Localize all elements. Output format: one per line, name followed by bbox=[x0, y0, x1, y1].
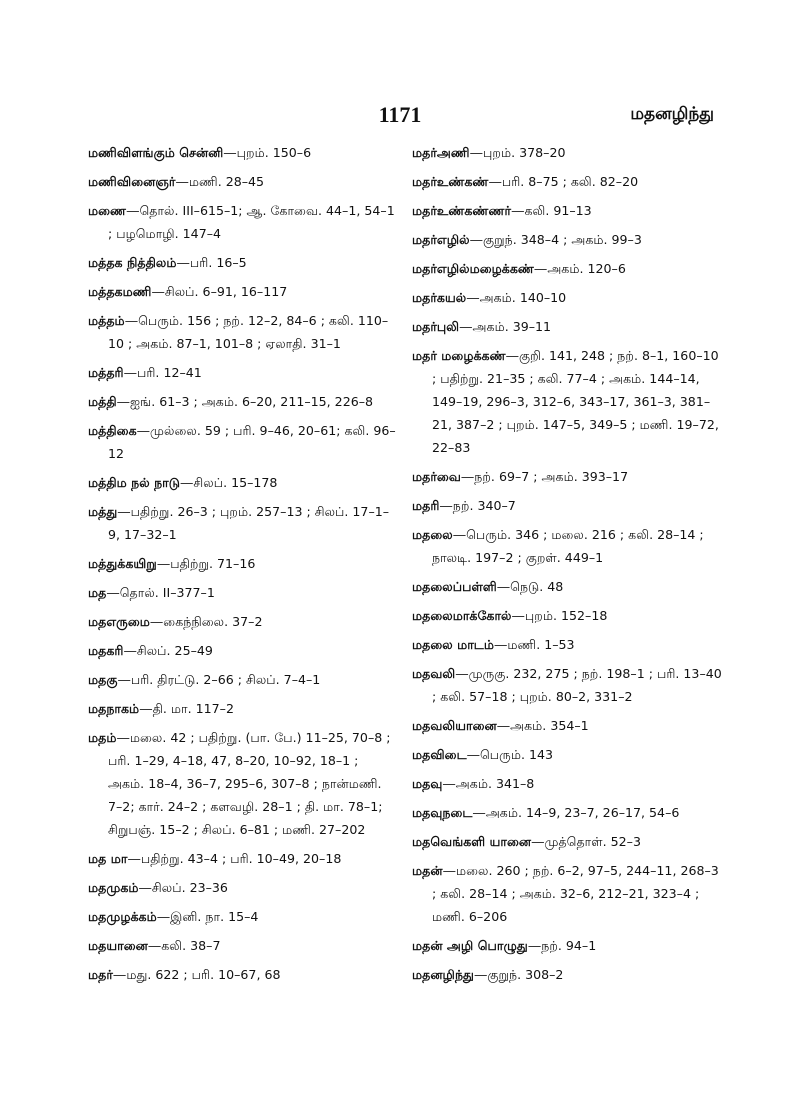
entry-dash: — bbox=[139, 702, 153, 717]
index-entry bbox=[412, 200, 722, 223]
entry-references: முருகு. 232, 275 ; நற். 198–1 ; பரி. 13–40 ; கலி. 57–18 ; புறம். 80–2, 331–2 bbox=[432, 666, 722, 704]
entry-references: சிலப். 25–49 bbox=[136, 643, 213, 658]
index-entry bbox=[88, 553, 398, 576]
entry-headword: மத்திகை bbox=[88, 423, 137, 438]
entry-references: பெரும். 156 ; நற். 12–2, 84–6 ; கலி. 110–10 ; அகம். 87–1, 101–8 ; ஏலாதி. 31–1 bbox=[108, 313, 389, 351]
entry-headword: மத்துக்கயிறு bbox=[88, 556, 157, 571]
index-entry bbox=[88, 362, 398, 385]
entry-headword: மதலைப்பள்ளி bbox=[412, 579, 497, 594]
entry-references: பரி. 12–41 bbox=[137, 365, 202, 380]
entry-dash: — bbox=[117, 505, 131, 520]
entry-references: ஐங். 61–3 ; அகம். 6–20, 211–15, 226–8 bbox=[130, 394, 374, 409]
entry-references: குறுந். 348–4 ; அகம். 99–3 bbox=[483, 232, 642, 247]
index-entry bbox=[412, 935, 722, 958]
index-column-left bbox=[88, 142, 398, 993]
entry-dash: — bbox=[439, 499, 453, 514]
entry-headword: மதர்புலி bbox=[412, 319, 460, 334]
index-entry bbox=[88, 501, 398, 547]
index-entry bbox=[88, 582, 398, 605]
entry-dash: — bbox=[533, 262, 548, 277]
entry-references: பதிற்று. 71–16 bbox=[170, 556, 256, 571]
entry-headword: மத்தகமணி bbox=[88, 284, 152, 299]
entry-headword: மதன் bbox=[412, 863, 443, 878]
index-entry bbox=[412, 229, 722, 252]
entry-references: சிலப். 15–178 bbox=[193, 475, 278, 490]
entry-headword: மதஎருமை bbox=[88, 614, 150, 629]
index-entry bbox=[88, 171, 398, 194]
entry-dash: — bbox=[112, 968, 127, 983]
index-entry bbox=[88, 727, 398, 842]
entry-dash: — bbox=[469, 146, 484, 161]
entry-references: பதிற்று. 43–4 ; பரி. 10–49, 20–18 bbox=[140, 851, 342, 866]
index-entry bbox=[88, 669, 398, 692]
entry-dash: — bbox=[469, 233, 483, 248]
entry-references: பரி. திரட்டு. 2–66 ; சிலப். 7–4–1 bbox=[130, 672, 321, 687]
entry-dash: — bbox=[136, 424, 151, 439]
entry-headword: மணிவினைஞர் bbox=[88, 174, 176, 189]
entry-dash: — bbox=[123, 644, 137, 659]
entry-headword: மத்தரி bbox=[88, 365, 124, 380]
entry-dash: — bbox=[106, 586, 120, 601]
entry-references: முத்தொள். 52–3 bbox=[544, 834, 641, 849]
index-entry bbox=[412, 576, 722, 599]
entry-references: அகம். 341–8 bbox=[455, 776, 535, 791]
index-entry bbox=[88, 281, 398, 304]
entry-dash: — bbox=[442, 777, 456, 792]
index-entry bbox=[88, 252, 398, 275]
entry-headword: மதர்கயல் bbox=[412, 290, 467, 305]
entry-references: கலி. 38–7 bbox=[161, 938, 221, 953]
entry-headword: மத்து bbox=[88, 504, 118, 519]
entry-dash: — bbox=[459, 320, 473, 335]
entry-headword: மத்தி bbox=[88, 394, 117, 409]
entry-references: கலி. 91–13 bbox=[524, 203, 592, 218]
entry-headword: மதயானை bbox=[88, 938, 148, 953]
entry-references: குறுந். 308–2 bbox=[487, 967, 564, 982]
index-entry bbox=[412, 663, 722, 709]
index-column-right bbox=[412, 142, 722, 993]
index-entry bbox=[412, 495, 722, 518]
entry-references: அகம். 39–11 bbox=[472, 319, 552, 334]
index-entry bbox=[88, 906, 398, 929]
index-entry bbox=[412, 964, 722, 987]
entry-references: அகம். 354–1 bbox=[510, 718, 589, 733]
entry-headword: மதலை bbox=[412, 527, 453, 542]
entry-headword: மதகு bbox=[88, 672, 118, 687]
entry-headword: மதர்எழில் bbox=[412, 232, 470, 247]
index-entry bbox=[412, 287, 722, 310]
index-entry bbox=[88, 611, 398, 634]
entry-headword: மதலை மாடம் bbox=[412, 637, 494, 652]
entry-headword: மதவலி bbox=[412, 666, 456, 681]
entry-dash: — bbox=[116, 731, 130, 746]
entry-dash: — bbox=[123, 366, 137, 381]
entry-headword: மதமுகம் bbox=[88, 880, 139, 895]
entry-headword: மதர்உண்கண்ணர் bbox=[412, 203, 512, 218]
entry-references: புறம். 150–6 bbox=[236, 145, 312, 160]
entry-dash: — bbox=[488, 175, 502, 190]
index-entry bbox=[88, 877, 398, 900]
index-entry bbox=[88, 310, 398, 356]
entry-headword: மதரி bbox=[412, 498, 440, 513]
entry-headword: மதநாகம் bbox=[88, 701, 140, 716]
index-entry bbox=[412, 171, 722, 194]
entry-dash: — bbox=[151, 285, 165, 300]
entry-dash: — bbox=[156, 910, 171, 925]
index-entry bbox=[412, 345, 722, 460]
entry-dash: — bbox=[180, 476, 194, 491]
entry-dash: — bbox=[175, 175, 189, 190]
index-entry bbox=[412, 773, 722, 796]
entry-references: பரி. 16–5 bbox=[189, 255, 247, 270]
entry-headword: மத bbox=[88, 585, 107, 600]
entry-headword: மதர் bbox=[88, 967, 113, 982]
entry-headword: மதவலியானை bbox=[412, 718, 497, 733]
index-entry bbox=[412, 605, 722, 628]
index-entry bbox=[412, 466, 722, 489]
entry-headword: மதவெங்களி யானை bbox=[412, 834, 532, 849]
entry-headword: மணை bbox=[88, 203, 127, 218]
entry-references: பெரும். 346 ; மலை. 216 ; கலி. 28–14 ; நாலடி. 197–2 ; குறள். 449–1 bbox=[432, 527, 704, 565]
entry-dash: — bbox=[511, 204, 525, 219]
entry-dash: — bbox=[452, 528, 467, 543]
entry-headword: மதவிடை bbox=[412, 747, 467, 762]
entry-references: சிலப். 6–91, 16–117 bbox=[164, 284, 288, 299]
entry-headword: மதர்உண்கண் bbox=[412, 174, 489, 189]
entry-dash: — bbox=[473, 968, 488, 983]
entry-dash: — bbox=[531, 835, 545, 850]
entry-dash: — bbox=[147, 939, 162, 954]
index-entry bbox=[88, 142, 398, 165]
entry-headword: மத்தம் bbox=[88, 313, 125, 328]
entry-references: கைந்நிலை. 37–2 bbox=[163, 614, 263, 629]
entry-references: மலை. 260 ; நற். 6–2, 97–5, 244–11, 268–3 ; கலி. 28–14 ; அகம். 32–6, 212–21, 323–4 ; மணி. 6–206 bbox=[432, 863, 719, 924]
entry-references: இனி. நா. 15–4 bbox=[170, 909, 259, 924]
entry-dash: — bbox=[138, 881, 152, 896]
entry-references: புறம். 378–20 bbox=[483, 145, 566, 160]
entry-dash: — bbox=[493, 638, 508, 653]
entry-references: மது. 622 ; பரி. 10–67, 68 bbox=[126, 967, 281, 982]
entry-headword: மதலைமாக்கோல் bbox=[412, 608, 512, 623]
entry-references: சிலப். 23–36 bbox=[151, 880, 228, 895]
entry-references: நெடு. 48 bbox=[510, 579, 564, 594]
entry-references: தி. மா. 117–2 bbox=[152, 701, 234, 716]
page-number: 1171 bbox=[378, 102, 422, 127]
running-head: மதனழிந்து bbox=[630, 104, 714, 124]
entry-references: தொல். III–615–1; ஆ. கோவை. 44–1, 54–1 ; பழமொழி. 147–4 bbox=[108, 203, 395, 241]
entry-references: நற். 340–7 bbox=[452, 498, 516, 513]
entry-dash: — bbox=[496, 580, 511, 595]
entry-dash: — bbox=[124, 314, 139, 329]
index-entry bbox=[412, 524, 722, 570]
entry-references: மணி. 28–45 bbox=[188, 174, 265, 189]
entry-dash: — bbox=[176, 256, 190, 271]
entry-references: நற். 94–1 bbox=[541, 938, 597, 953]
index-entry bbox=[412, 831, 722, 854]
entry-dash: — bbox=[117, 673, 131, 688]
index-entry bbox=[412, 744, 722, 767]
entry-headword: மதவுநடை bbox=[412, 805, 473, 820]
entry-references: புறம். 152–18 bbox=[524, 608, 608, 623]
entry-headword: மதர் மழைக்கண் bbox=[412, 348, 506, 363]
index-entry bbox=[412, 860, 722, 929]
entry-headword: மதர்வை bbox=[412, 469, 461, 484]
entry-dash: — bbox=[156, 557, 171, 572]
entry-dash: — bbox=[466, 291, 480, 306]
entry-dash: — bbox=[126, 204, 140, 219]
entry-references: நற். 69–7 ; அகம். 393–17 bbox=[474, 469, 629, 484]
index-entry bbox=[88, 848, 398, 871]
entry-headword: மதமுழக்கம் bbox=[88, 909, 157, 924]
index-entry bbox=[412, 715, 722, 738]
entry-references: அகம். 140–10 bbox=[479, 290, 567, 305]
entry-dash: — bbox=[527, 939, 542, 954]
entry-headword: மத மா bbox=[88, 851, 128, 866]
entry-dash: — bbox=[442, 864, 456, 879]
entry-headword: மதகரி bbox=[88, 643, 124, 658]
entry-headword: மத்திம நல் நாடு bbox=[88, 475, 180, 490]
entry-dash: — bbox=[127, 852, 141, 867]
index-entry bbox=[88, 391, 398, 414]
entry-dash: — bbox=[505, 349, 520, 364]
entry-headword: மணிவிளங்கும் சென்னி bbox=[88, 145, 224, 160]
index-entry bbox=[412, 634, 722, 657]
entry-references: முல்லை. 59 ; பரி. 9–46, 20–61; கலி. 96–12 bbox=[108, 423, 396, 461]
index-entry bbox=[88, 472, 398, 495]
entry-dash: — bbox=[149, 615, 164, 630]
entry-dash: — bbox=[460, 470, 475, 485]
entry-headword: மதன் அழி பொழுது bbox=[412, 938, 528, 953]
entry-references: பதிற்று. 26–3 ; புறம். 257–13 ; சிலப். 17–1–9, 17–32–1 bbox=[108, 504, 390, 542]
entry-dash: — bbox=[496, 719, 511, 734]
entry-dash: — bbox=[223, 146, 237, 161]
entry-references: பரி. 8–75 ; கலி. 82–20 bbox=[501, 174, 639, 189]
index-entry bbox=[412, 802, 722, 825]
entry-references: அகம். 14–9, 23–7, 26–17, 54–6 bbox=[485, 805, 680, 820]
index-entry bbox=[88, 640, 398, 663]
index-entry bbox=[88, 698, 398, 721]
entry-dash: — bbox=[455, 667, 469, 682]
entry-headword: மத்தக நித்திலம் bbox=[88, 255, 177, 270]
entry-references: அகம். 120–6 bbox=[547, 261, 626, 276]
entry-references: பெரும். 143 bbox=[480, 747, 554, 762]
entry-references: மணி. 1–53 bbox=[507, 637, 575, 652]
index-entry bbox=[88, 964, 398, 987]
entry-headword: மதம் bbox=[88, 730, 117, 745]
index-entry bbox=[412, 142, 722, 165]
index-entry bbox=[88, 420, 398, 466]
entry-dash: — bbox=[466, 748, 480, 763]
index-entry bbox=[88, 935, 398, 958]
entry-dash: — bbox=[511, 609, 525, 624]
entry-dash: — bbox=[472, 806, 486, 821]
entry-headword: மதவு bbox=[412, 776, 443, 791]
entry-dash: — bbox=[116, 395, 131, 410]
index-entry bbox=[412, 316, 722, 339]
index-entry bbox=[88, 200, 398, 246]
entry-references: குறி. 141, 248 ; நற். 8–1, 160–10 ; பதிற்று. 21–35 ; கலி. 77–4 ; அகம். 144–14, 149–19, 296–3, 312–6, 343–17, 361–3, 381–21, 387–2 ; புறம். 147–5, 349–5 ; மணி. 19–72, 22–83 bbox=[432, 348, 719, 455]
entry-headword: மதர்எழில்மழைக்கண் bbox=[412, 261, 534, 276]
entry-headword: மதனழிந்து bbox=[412, 967, 474, 982]
entry-references: மலை. 42 ; பதிற்று. (பா. பே.) 11–25, 70–8 ; பரி. 1–29, 4–18, 47, 8–20, 10–92, 18–1 ; அகம். 18–4, 36–7, 295–6, 307–8 ; நான்மணி. 7–2; கார். 24–2 ; களவழி. 28–1 ; தி. மா. 78–1; சிறுபஞ். 15–2 ; சிலப். 6–81 ; மணி. 27–202 bbox=[108, 730, 391, 837]
entry-headword: மதர்அணி bbox=[412, 145, 470, 160]
index-entry bbox=[412, 258, 722, 281]
entry-references: தொல். II–377–1 bbox=[119, 585, 215, 600]
